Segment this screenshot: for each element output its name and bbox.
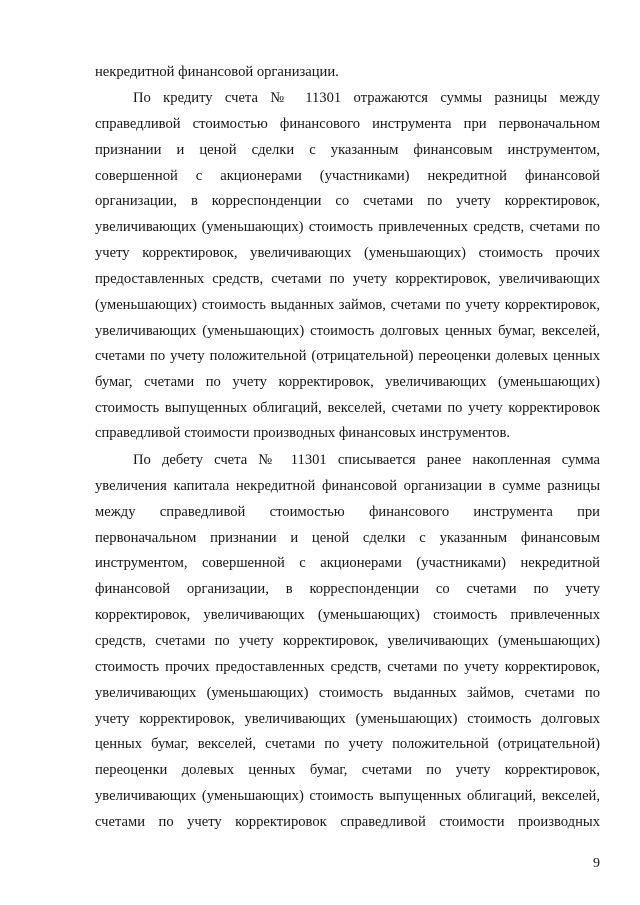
text-line: организации, в корреспонденции со счетами по учету корректировок, [95, 193, 600, 209]
text-line: между справедливой стоимостью финансового инструмента при [95, 504, 600, 520]
text-line: бумаг, счетами по учету корректировок, увеличивающих (уменьшающих) [95, 374, 600, 390]
text-line: стоимость прочих предоставленных средств, счетами по учету корректировок, [95, 659, 600, 675]
text-line: справедливой стоимости производных финансовых инструментов. [95, 425, 511, 441]
text-line: учету корректировок, увеличивающих (уменьшающих) стоимость долговых [95, 711, 600, 727]
text-line: увеличивающих (уменьшающих) стоимость выпущенных облигаций, векселей, [95, 788, 600, 804]
text-line: совершенной с акционерами (участниками) некредитной финансовой [95, 168, 600, 184]
text-line: учету корректировок, увеличивающих (уменьшающих) стоимость прочих [95, 245, 600, 261]
text-line: По кредиту счета № 11301 отражаются суммы разницы между [133, 90, 600, 106]
text-line: признании и ценой сделки с указанным финансовым инструментом, [95, 142, 600, 158]
text-line: (уменьшающих) стоимость выданных займов, счетами по учету корректировок, [95, 297, 600, 313]
text-line: некредитной финансовой организации. [95, 64, 339, 80]
text-line: увеличивающих (уменьшающих) стоимость долговых ценных бумаг, векселей, [95, 323, 600, 339]
text-line: инструментом, совершенной с акционерами (участниками) некредитной [95, 555, 600, 571]
text-line: предоставленных средств, счетами по учету корректировок, увеличивающих [95, 271, 600, 287]
text-line: увеличения капитала некредитной финансовой организации в сумме разницы [95, 478, 600, 494]
text-line: счетами по учету корректировок справедливой стоимости производных [95, 814, 600, 830]
text-line: По дебету счета № 11301 списывается ранее накопленная сумма [133, 452, 600, 468]
text-line: переоценки долевых ценных бумаг, счетами по учету корректировок, [95, 762, 600, 778]
text-line: ценных бумаг, векселей, счетами по учету положительной (отрицательной) [95, 736, 600, 752]
text-line: финансовой организации, в корреспонденции со счетами по учету [95, 581, 600, 597]
text-line: увеличивающих (уменьшающих) стоимость выданных займов, счетами по [95, 685, 600, 701]
text-line: средств, счетами по учету корректировок, увеличивающих (уменьшающих) [95, 633, 600, 649]
page-number: 9 [593, 856, 600, 871]
text-line: увеличивающих (уменьшающих) стоимость привлеченных средств, счетами по [95, 219, 600, 235]
text-line: справедливой стоимостью финансового инструмента при первоначальном [95, 116, 600, 132]
text-line: стоимость выпущенных облигаций, векселей, счетами по учету корректировок [95, 400, 600, 416]
text-line: первоначальном признании и ценой сделки с указанным финансовым [95, 530, 600, 546]
text-line: корректировок, увеличивающих (уменьшающих) стоимость привлеченных [95, 607, 600, 623]
text-line: счетами по учету положительной (отрицательной) переоценки долевых ценных [95, 348, 600, 364]
